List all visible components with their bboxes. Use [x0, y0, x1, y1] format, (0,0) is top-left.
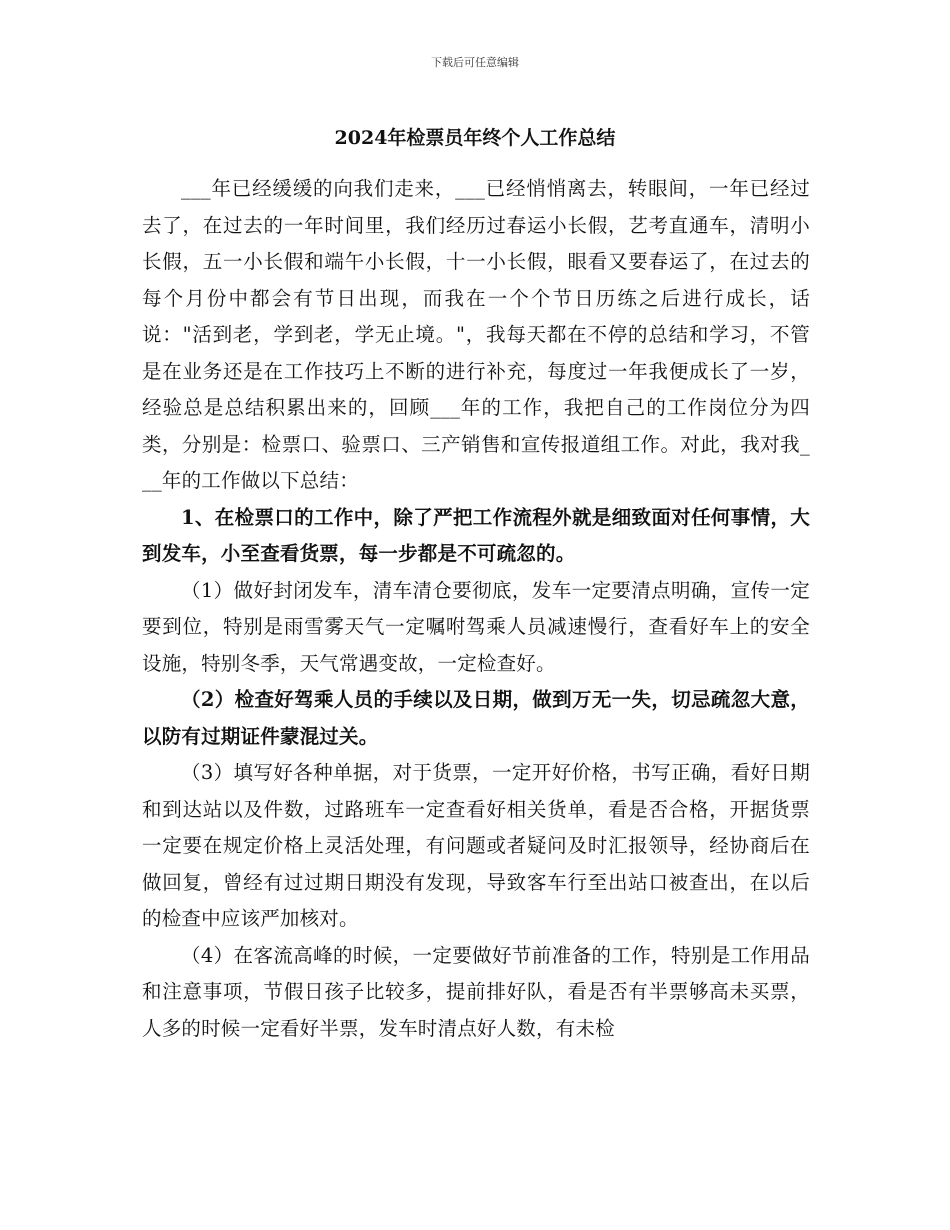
header-note: 下载后可任意编辑	[431, 56, 519, 69]
paragraph-item-1: （1）做好封闭发车，清车清仓要彻底，发车一定要清点明确，宣传一定要到位，特别是雨雪雾天气一定嘱咐驾乘人员减速慢行，查看好车上的安全设施，特别冬季，天气常遇变故，一定检查好。	[142, 578, 810, 675]
section-heading-1: 1、在检票口的工作中，除了严把工作流程外就是细致面对任何事情，大到发车，小至查看货票，每一步都是不可疏忽的。	[142, 505, 810, 565]
paragraph-item-3: （3）填写好各种单据，对于货票，一定开好价格，书写正确，看好日期和到达站以及件数，过路班车一定查看好相关货单，看是否合格，开据货票一定要在规定价格上灵活处理，有问题或者疑问及时汇报领导，经协商后在做回复，曾经有过过期日期没有发现，导致客车行至出站口被查出，在以后的检查中应该严加核对。	[142, 761, 810, 930]
paragraph-intro: ___年已经缓缓的向我们走来，___已经悄悄离去，转眼间，一年已经过去了，在过去的一年时间里，我们经历过春运小长假，艺考直通车，清明小长假，五一小长假和端午小长假，十一小长假，眼看又要春运了，在过去的每个月份中都会有节日出现，而我在一个个节日历练之后进行成长，话说："活到老，学到老，学无止境。"，我每天都在不停的总结和学习，不管是在业务还是在工作技巧上不断的进行补充，每度过一年我便成长了一岁，经验总是总结积累出来的，回顾___年的工作，我把自己的工作岗位分为四类，分别是：检票口、验票口、三产销售和宣传报道组工作。对此，我对我___年的工作做以下总结：	[142, 177, 810, 492]
document-body	[142, 171, 810, 1047]
page-title: 2024年检票员年终个人工作总结	[334, 127, 616, 149]
paragraph-item-4: （4）在客流高峰的时候，一定要做好节前准备的工作，特别是工作用品和注意事项，节假日孩子比较多，提前排好队，看是否有半票够高未买票，人多的时候一定看好半票，发车时清点好人数，有未检	[142, 943, 810, 1040]
paragraph-item-2: （2）检查好驾乘人员的手续以及日期，做到万无一失，切忌疏忽大意，以防有过期证件蒙混过关。	[142, 688, 810, 748]
